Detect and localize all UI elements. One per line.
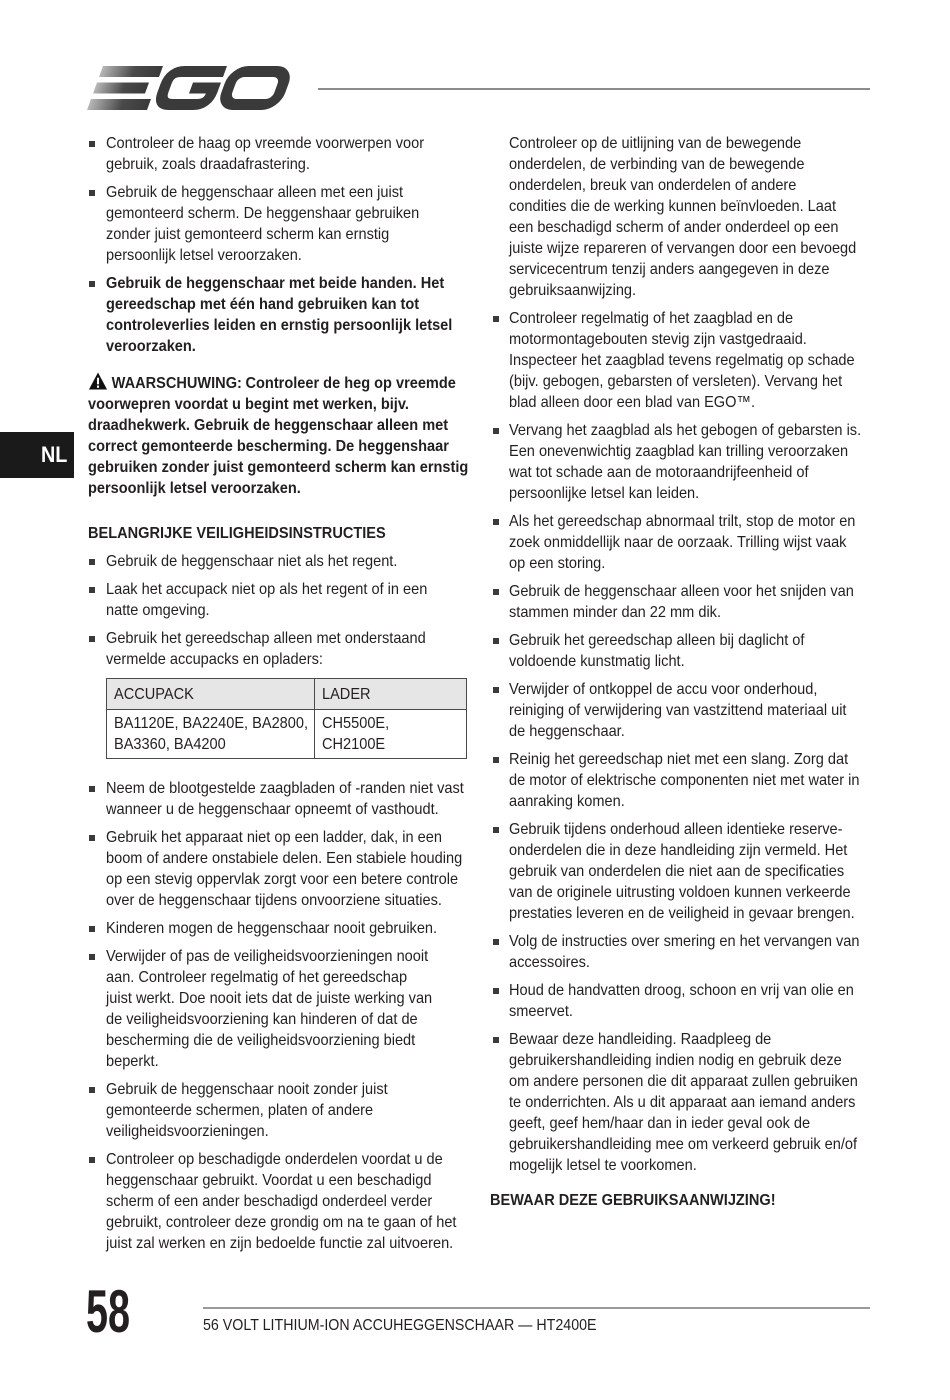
list-item [490,679,870,742]
warning-block [88,372,468,499]
warning-text: Controleer de heg op vreemde voorwepren voordat u begint met werken, bijv. draadhekwerk. Gebruik de heggenschaar alleen met correct gemonteerde bescherming. De heggenshaar gebruiken zonder juist gemonteerd scherm kan ernstig persoonlijk letsel veroorzaken. [88,374,469,497]
continued-paragraph [490,133,870,301]
list-item [88,133,468,175]
list-item [490,931,870,973]
table-cell: CH5500E, CH2100E [315,710,467,759]
table-header-cell: ACCUPACK [107,679,315,710]
table-header-cell: LADER [315,679,467,710]
ego-logo [87,65,299,111]
list-item-text: Vervang het zaagblad als het gebogen of gebarsten is. Een onevenwichtig zaagblad kan trilling veroorzaken wat tot schade aan de motoraandrijfeenheid of persoonlijke letsel kan leiden. [509,422,862,502]
list-item-text: Gebruik de heggenschaar niet als het regent. [106,552,398,570]
list-item-text: Gebruik tijdens onderhoud alleen identieke reserve- onderdelen die in deze handleiding zijn vermeld. Het gebruik van onderdelen die niet aan de specificaties van de originele uitrusting voldoen kunnen verkeerde prestaties leveren en de veiligheid in gevaar brengen. [509,821,855,922]
table-row [107,710,467,759]
list-item [490,980,870,1022]
list-item-text: Houd de handvatten droog, schoon en vrij van olie en smeervet. [509,982,854,1020]
warning-icon [88,372,108,390]
list-item-text: Gebruik de heggenschaar nooit zonder juist gemonteerde schermen, platen of andere veiligheidsvoorzieningen. [106,1080,388,1140]
list-item [88,579,468,621]
list-item [88,1079,468,1142]
list-item [490,308,870,413]
language-tab-label: NL [41,442,68,467]
list-item [88,778,468,820]
list-item-text: Gebruik het apparaat niet op een ladder, dak, in een boom of andere onstabiele delen. Een stabiele houding op een stevig oppervlak zorgt voor een betere controle over de heggenschaar tijdens onvoorziene situaties. [106,828,463,909]
list-item [88,628,468,670]
list-item [490,630,870,672]
list-item [490,511,870,574]
list-item-text: Gebruik het gereedschap alleen met onderstaand vermelde accupacks en opladers: [106,629,426,668]
warning-label: WAARSCHUWING: [111,374,242,392]
list-item-text: Bewaar deze handleiding. Raadpleeg de gebruikershandleiding indien nodig en gebruik deze om andere personen die dit apparaat zullen gebruiken te onderrichten. Als u dit apparaat aan iemand anders geeft, geef hem/haar dan in ieder geval ook de gebruikershandleiding mee om verkeerd gebruik en/of mogelijk letsel te voorkomen. [509,1031,858,1174]
closing-heading [490,1190,870,1211]
header-rule [318,88,870,90]
footer-rule [203,1307,870,1309]
list-item [490,749,870,812]
list-item-text: Laak het accupack niet op als het regent of in een natte omgeving. [106,580,428,619]
list-item-text: Als het gereedschap abnormaal trilt, stop de motor en zoek onmiddellijk naar de oorzaak. Trilling wijst vaak op een storing. [509,513,856,572]
footer-title: 56 VOLT LITHIUM-ION ACCUHEGGENSCHAAR — HT2400E [203,1317,597,1334]
list-item [88,182,468,266]
list-item [88,946,468,1072]
list-item-text: Gebruik de heggenschaar met beide handen. Het gereedschap met één hand gebruiken kan tot controleverlies leiden en ernstig persoonlijk letsel veroorzaken. [106,275,453,355]
list-item [88,1149,468,1254]
closing-heading-text: BEWAAR DEZE GEBRUIKSAANWIJZING! [490,1192,776,1209]
table-header-row [107,679,467,710]
list-item [490,1029,870,1176]
list-item-text: Gebruik de heggenschaar alleen voor het snijden van stammen minder dan 22 mm dik. [509,583,854,621]
list-item-text: Volg de instructies over smering en het vervangen van accessoires. [509,933,860,971]
list-item-text: Reinig het gereedschap niet met een slang. Zorg dat de motor of elektrische componenten niet met water in aanraking komen. [509,751,860,810]
left-column [88,133,468,1261]
section-heading-text: BELANGRIJKE VEILIGHEIDSINSTRUCTIES [88,524,386,542]
list-item [490,420,870,504]
list-item [490,581,870,623]
list-item-text: Controleer de haag op vreemde voorwerpen voor gebruik, zoals draadafrastering. [106,135,425,173]
section-heading [88,523,468,544]
paragraph-text: Controleer op de uitlijning van de bewegende onderdelen, de verbinding van de bewegende onderdelen, breuk van onderdelen of andere condities die de werking kunnen beïnvloeden. Laat een beschadigd scherm of ander onderdeel op een juiste wijze repareren of vervangen door een bevoegd servicecentrum tenzij anders aangegeven in deze gebruiksaanwijzing. [509,135,857,299]
language-tab [0,432,74,478]
list-item [88,918,468,939]
right-column [490,133,870,1211]
list-item [88,827,468,911]
battery-charger-table [106,678,468,759]
table-cell: BA1120E, BA2240E, BA2800, BA3360, BA4200 [107,710,315,759]
list-item [490,819,870,924]
list-item [88,551,468,572]
list-item-text: Controleer op beschadigde onderdelen voordat u de heggenschaar gebruikt. Voordat u een beschadigd scherm of een ander beschadigd onderdeel verder gebruikt, controleer deze grondig om na te gaan of het juist zal werken en zijn bedoelde functie zal uitvoeren. [106,1150,457,1252]
list-item-text: Kinderen mogen de heggenschaar nooit gebruiken. [106,919,438,937]
list-item-text: Verwijder of pas de veiligheidsvoorzieningen nooit aan. Controleer regelmatig of het gereedschap juist werkt. Doe nooit iets dat de juiste werking van de veiligheidsvoorziening kan hinderen of dat de bescherming die de veiligheidsvoorziening biedt beperkt. [106,947,433,1070]
list-item-text: Verwijder of ontkoppel de accu voor onderhoud, reiniging of verwijdering van vastzittend materiaal uit de heggenschaar. [509,681,847,740]
list-item-text: Gebruik de heggenschaar alleen met een juist gemonteerd scherm. De heggenshaar gebruiken zonder juist gemonteerd scherm kan ernstig persoonlijk letsel veroorzaken. [106,184,420,264]
page-number: 58 [86,1278,131,1345]
list-item-text: Gebruik het gereedschap alleen bij daglicht of voldoende kunstmatig licht. [509,632,805,670]
list-item-text: Neem de blootgestelde zaagbladen of -randen niet vast wanneer u de heggenschaar opneemt of vasthoudt. [106,779,464,818]
list-item-bold [88,273,468,357]
list-item-text: Controleer regelmatig of het zaagblad en de motormontagebouten stevig zijn vastgedraaid. Inspecteer het zaagblad tevens regelmatig op schade (bijv. gebogen, gebarsten of versleten). Vervang het blad alleen door een blad van EGO™. [509,310,855,411]
